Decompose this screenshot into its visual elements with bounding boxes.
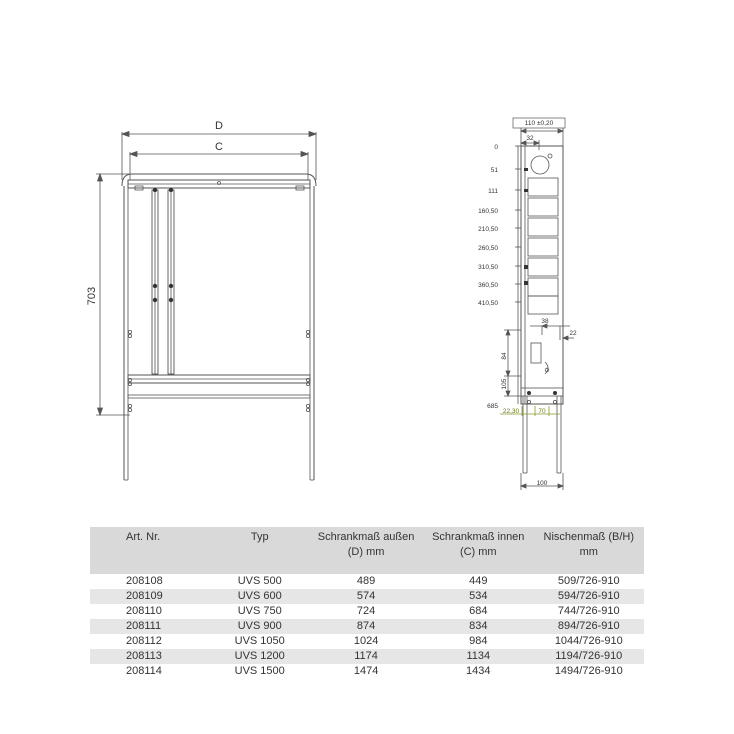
cell-d: 724	[356, 605, 376, 617]
cell-typ: UVS 900	[210, 619, 309, 634]
dim-label-22-30: 22,30	[502, 408, 520, 415]
dim-label-105: 105	[501, 378, 508, 390]
cell-art: 208113	[90, 649, 210, 664]
header-innen: Schrankmaß innen (C) mm	[423, 527, 534, 574]
cell-nische: 509/726-910	[557, 575, 620, 587]
cell-art: 208111	[90, 619, 210, 634]
cell-c: 1134	[423, 649, 534, 664]
cell-d: 1474	[353, 665, 379, 677]
cell-typ: UVS 1050	[234, 635, 285, 647]
cell-typ: UVS 600	[210, 589, 309, 604]
cell-nische: 1494/726-910	[554, 665, 623, 677]
cell-nische: 1044/726-910	[554, 635, 623, 647]
header-typ: Typ	[210, 527, 309, 574]
height-label: 410,50	[478, 300, 498, 307]
table-row	[90, 619, 644, 634]
table-header-row	[90, 527, 644, 574]
cell-art: 208110	[126, 605, 162, 617]
cell-typ: UVS 1200	[210, 649, 309, 664]
cell-c: 449	[469, 575, 488, 587]
height-label: 210,50	[478, 226, 498, 233]
dim-label-70: 70	[538, 408, 546, 415]
cell-c: 534	[423, 589, 534, 604]
table-row	[90, 664, 644, 679]
cell-c: 834	[423, 619, 534, 634]
header-art-nr: Art. Nr.	[90, 527, 210, 574]
dim-label-685: 685	[487, 403, 498, 410]
cell-c: 684	[469, 605, 488, 617]
header-nische: Nischenmaß (B/H) mm	[534, 527, 644, 574]
dim-label-84: 84	[501, 352, 508, 360]
header-aussen: Schrankmaß außen (D) mm	[309, 527, 423, 574]
cell-d: 489	[356, 575, 376, 587]
dim-label-100: 100	[536, 480, 548, 487]
cell-typ: UVS 750	[237, 605, 282, 617]
cell-nische: 894/726-910	[534, 619, 644, 634]
table-row	[90, 634, 644, 649]
cell-art: 208108	[126, 575, 163, 587]
table-row	[90, 649, 644, 664]
height-label: 310,50	[478, 264, 498, 271]
height-label: 160,50	[478, 208, 498, 215]
cell-d: 874	[309, 619, 423, 634]
cell-c: 1434	[466, 665, 491, 677]
cell-nische: 744/726-910	[557, 605, 620, 617]
cell-nische: 1194/726-910	[534, 649, 644, 664]
dim-label-d: D	[215, 120, 223, 132]
table-row	[90, 574, 644, 589]
cell-nische: 594/726-910	[534, 589, 644, 604]
cell-typ: UVS 500	[237, 575, 282, 587]
cell-d: 1174	[309, 649, 423, 664]
dim-label-c: C	[215, 141, 223, 153]
height-label: 260,50	[478, 245, 498, 252]
height-label: 51	[490, 167, 498, 174]
cell-art: 208114	[126, 665, 162, 677]
cell-d: 1024	[353, 635, 379, 647]
spec-table	[90, 527, 644, 679]
cell-typ: UVS 1500	[234, 665, 285, 677]
height-label: 360,50	[478, 282, 498, 289]
side-view	[504, 118, 574, 490]
front-view	[96, 132, 316, 481]
dim-label-38: 38	[541, 318, 549, 325]
cell-art: 208112	[126, 635, 162, 647]
dim-label-32: 32	[526, 135, 534, 142]
table-row	[90, 604, 644, 619]
dim-label-22: 22	[569, 330, 577, 337]
table-row	[90, 589, 644, 604]
height-label: 0	[494, 144, 498, 151]
height-label: 111	[488, 188, 498, 195]
cell-d: 574	[309, 589, 423, 604]
dim-label-703: 703	[86, 286, 98, 306]
cell-c: 984	[469, 635, 488, 647]
cell-art: 208109	[90, 589, 210, 604]
dim-label-110: 110 ±0,20	[524, 120, 554, 127]
